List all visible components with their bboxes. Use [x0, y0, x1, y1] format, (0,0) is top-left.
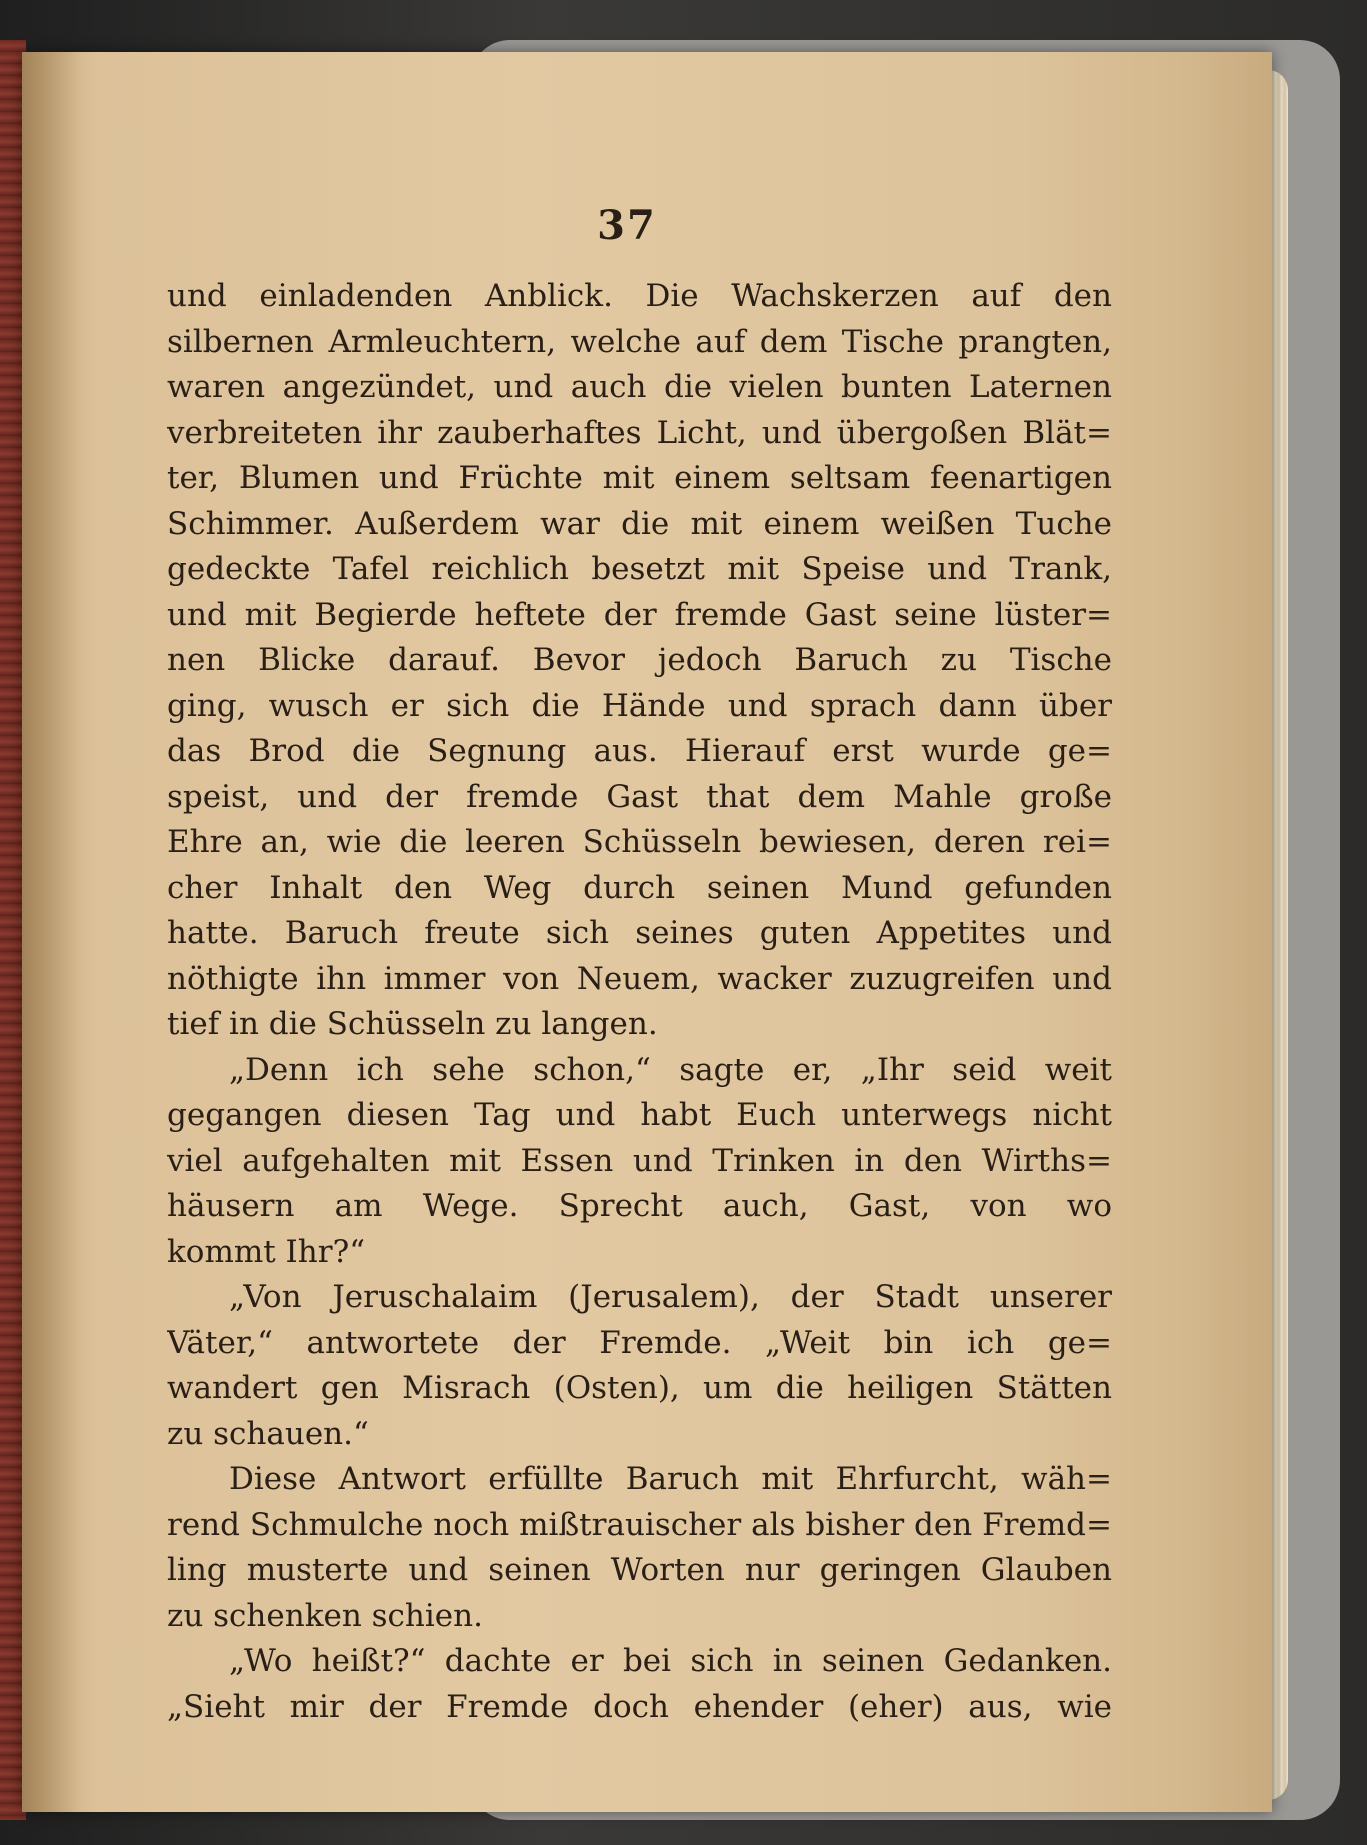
- text-line: wandert gen Misrach (Osten), um die heiligen Stätten: [167, 1370, 1112, 1406]
- text-line: und mit Begierde heftete der fremde Gast seine lüster=: [167, 596, 1112, 633]
- text-line: zu schenken schien.: [167, 1597, 483, 1634]
- text-line: Diese Antwort erfüllte Baruch mit Ehrfurcht, wäh=: [229, 1461, 1112, 1497]
- book-page: [22, 52, 1272, 1812]
- text-line: gedeckte Tafel reichlich besetzt mit Speise und Trank,: [167, 551, 1112, 587]
- text-line: tief in die Schüsseln zu langen.: [167, 1006, 658, 1042]
- text-line: cher Inhalt den Weg durch seinen Mund gefunden: [167, 869, 1112, 906]
- text-line: viel aufgehalten mit Essen und Trinken in den Wirths=: [167, 1142, 1112, 1179]
- text-line: „Sieht mir der Fremde doch ehender (eher) aus, wie: [167, 1688, 1112, 1725]
- text-line: speist, und der fremde Gast that dem Mahle große: [167, 778, 1112, 815]
- text-line: nöthigte ihn immer von Neuem, wacker zuzugreifen und: [167, 960, 1112, 997]
- text-line: waren angezündet, und auch die vielen bunten Laternen: [167, 369, 1112, 405]
- text-line: ling musterte und seinen Worten nur geringen Glauben: [167, 1552, 1112, 1588]
- text-line: Ehre an, wie die leeren Schüsseln bewiesen, deren rei=: [167, 824, 1112, 860]
- text-line: das Brod die Segnung aus. Hierauf erst wurde ge=: [167, 733, 1112, 769]
- text-line: silbernen Armleuchtern, welche auf dem Tische prangten,: [167, 323, 1112, 360]
- text-line: zu schauen.“: [167, 1415, 369, 1452]
- text-line: verbreiteten ihr zauberhaftes Licht, und übergoßen Blät=: [167, 414, 1112, 451]
- text-line: häusern am Wege. Sprecht auch, Gast, von wo: [167, 1188, 1112, 1224]
- text-line: Väter,“ antwortete der Fremde. „Weit bin ich ge=: [167, 1324, 1112, 1361]
- page-gutter-shadow: [22, 52, 82, 1812]
- text-line: ging, wusch er sich die Hände und sprach dann über: [167, 687, 1112, 724]
- page-number: 37: [597, 202, 657, 249]
- text-line: und einladenden Anblick. Die Wachskerzen auf den: [167, 278, 1112, 314]
- text-line: ter, Blumen und Früchte mit einem seltsam feenartigen: [167, 460, 1112, 496]
- page-text-body: [167, 274, 1112, 1730]
- text-line: hatte. Baruch freute sich seines guten Appetites und: [167, 915, 1112, 951]
- text-line: kommt Ihr?“: [167, 1233, 366, 1270]
- text-line: „Denn ich sehe schon,“ sagte er, „Ihr seid weit: [229, 1051, 1112, 1088]
- text-line: „Von Jeruschalaim (Jerusalem), der Stadt unserer: [229, 1279, 1112, 1315]
- text-line: gegangen diesen Tag und habt Euch unterwegs nicht: [167, 1097, 1112, 1133]
- text-line: Schimmer. Außerdem war die mit einem weißen Tuche: [167, 505, 1112, 542]
- text-line: nen Blicke darauf. Bevor jedoch Baruch zu Tische: [167, 642, 1112, 678]
- text-line: rend Schmulche noch mißtrauischer als bisher den Fremd=: [167, 1506, 1112, 1543]
- text-line: „Wo heißt?“ dachte er bei sich in seinen Gedanken.: [229, 1643, 1112, 1679]
